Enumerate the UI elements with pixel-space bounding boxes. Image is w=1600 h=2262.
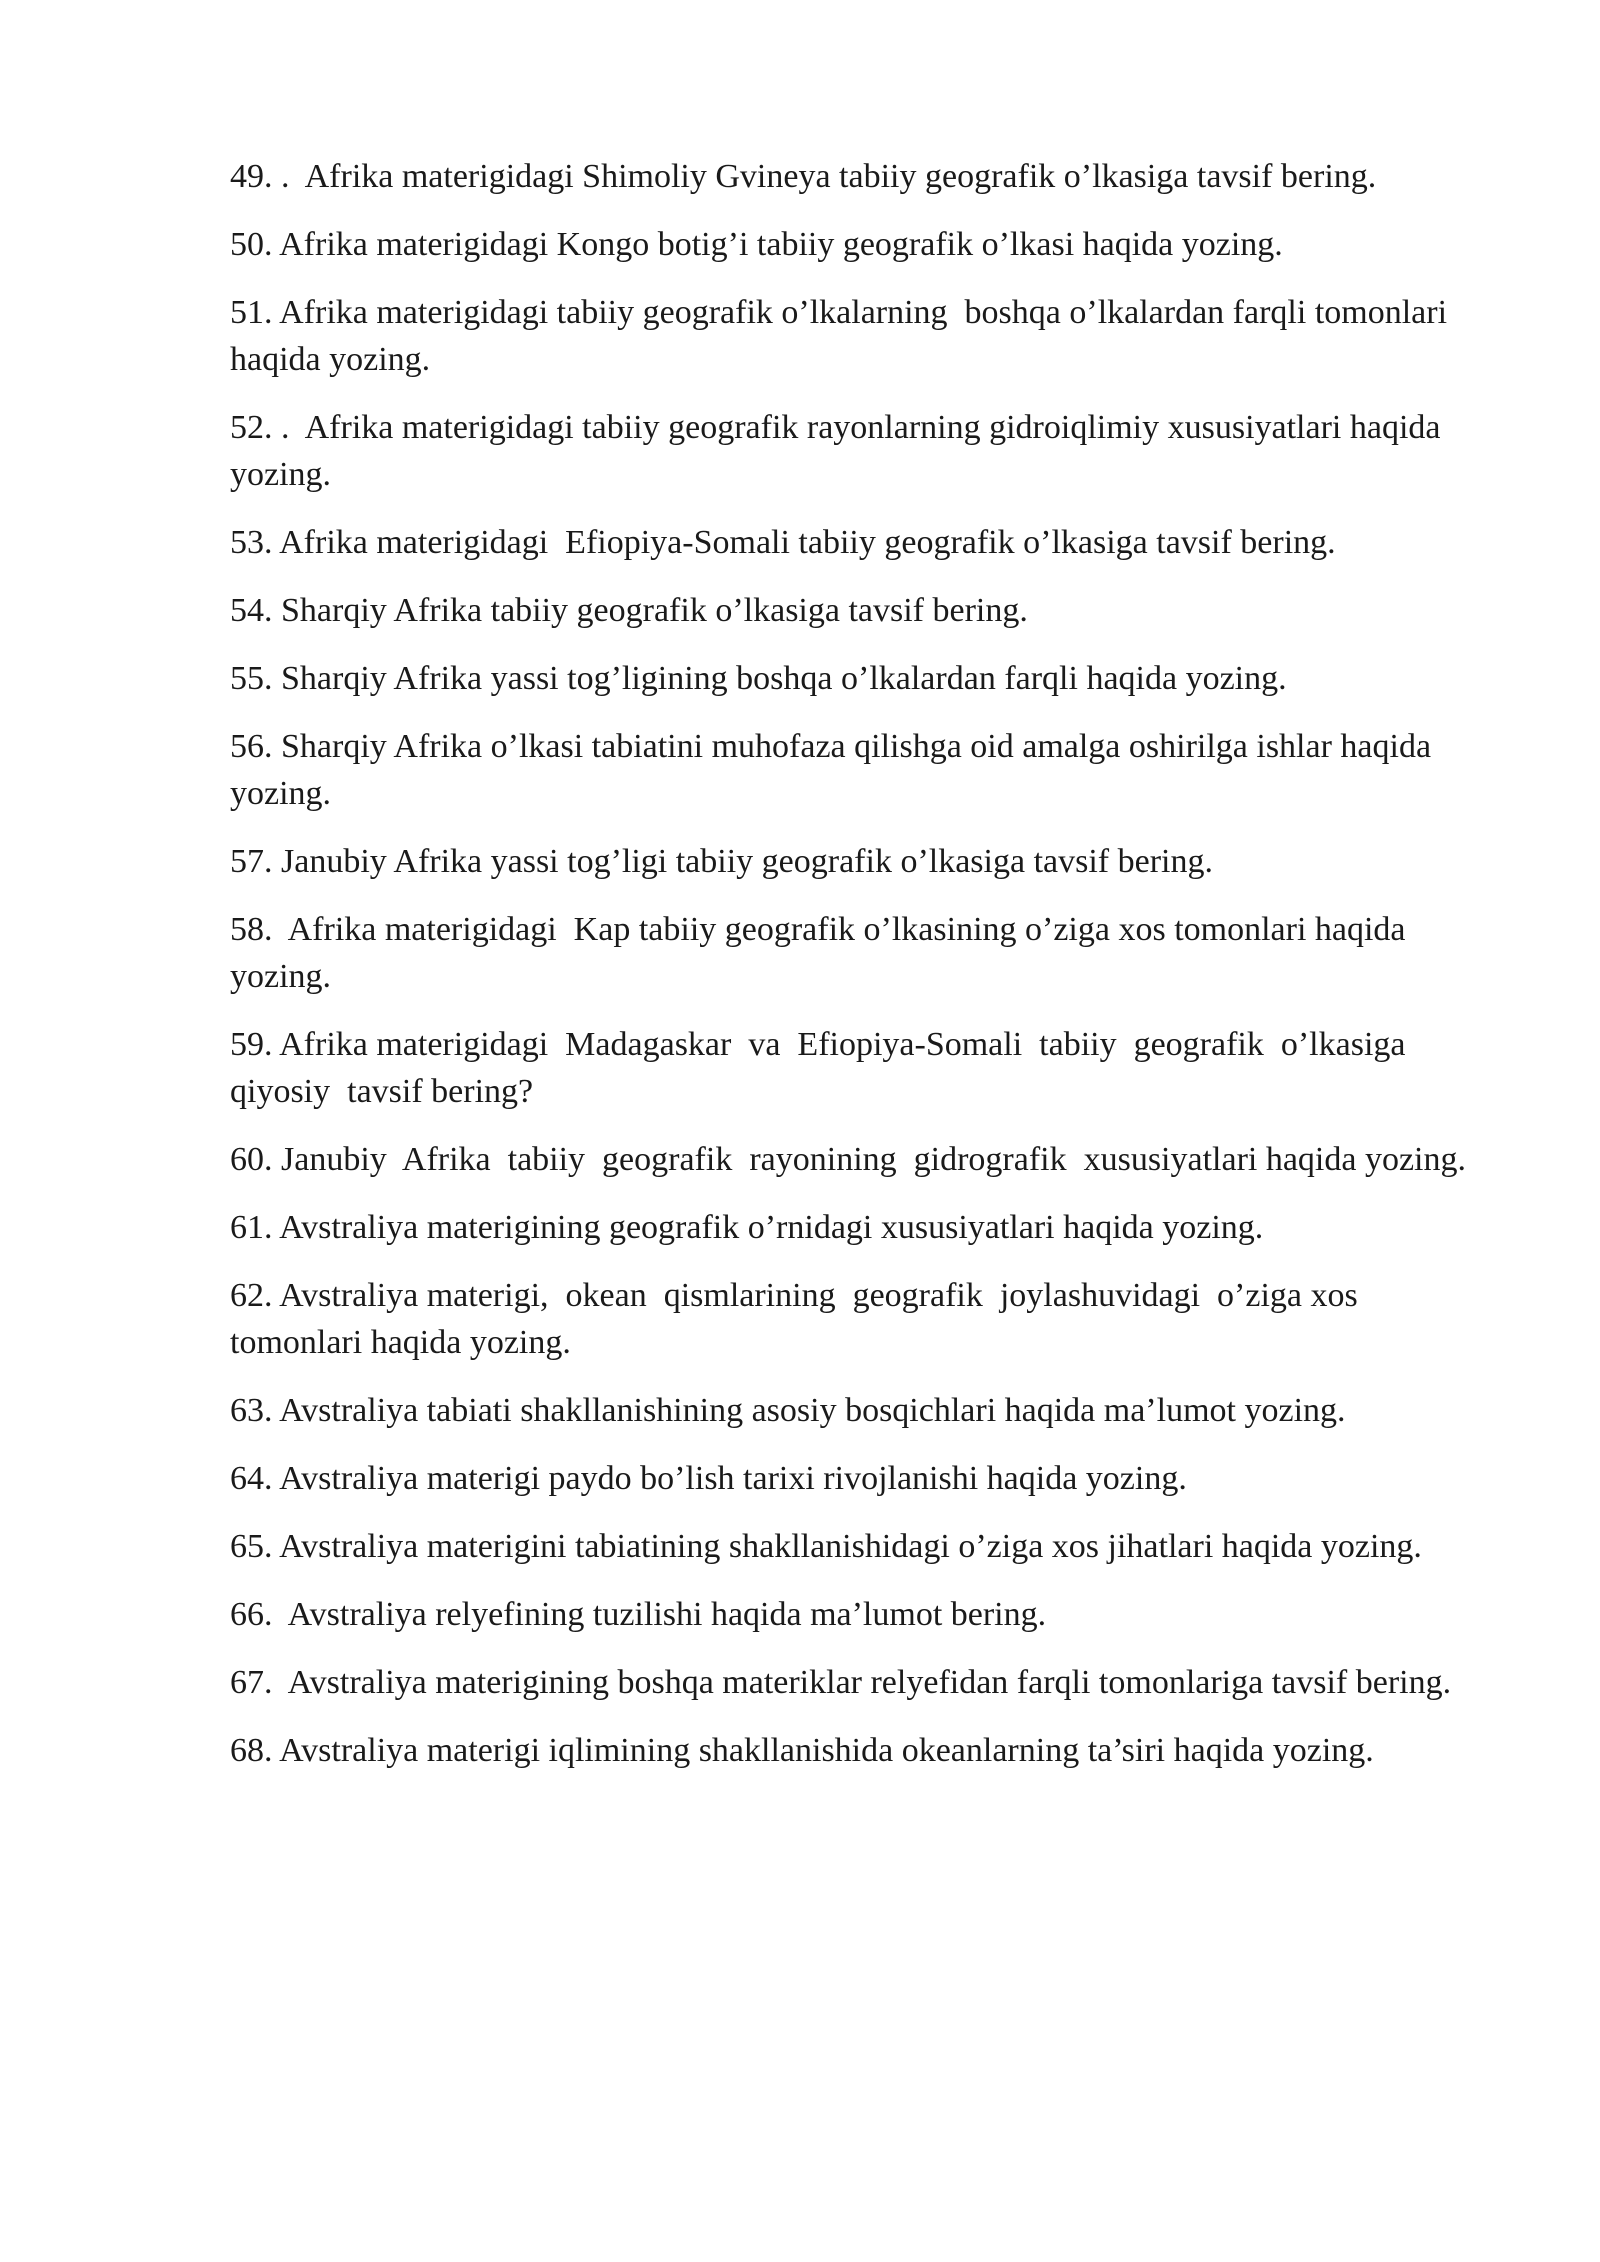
question-list [230, 153, 1490, 1795]
question-62: 62. Avstraliya materigi, okean qismlarining geografik joylashuvidagi o’ziga xos tomonlari haqida yozing. [230, 1277, 1367, 1361]
question-58: 58. Afrika materigidagi Kap tabiiy geografik o’lkasining o’ziga xos tomonlari haqida yozing. [230, 911, 1415, 995]
question-55: 55. Sharqiy Afrika yassi tog’ligining boshqa o’lkalardan farqli haqida yozing. [230, 660, 1287, 697]
question-63: 63. Avstraliya tabiati shakllanishining asosiy bosqichlari haqida ma’lumot yozing. [230, 1392, 1346, 1429]
question-57: 57. Janubiy Afrika yassi tog’ligi tabiiy geografik o’lkasiga tavsif bering. [230, 843, 1213, 880]
question-56: 56. Sharqiy Afrika o’lkasi tabiatini muhofaza qilishga oid amalga oshirilga ishlar haqida yozing. [230, 728, 1440, 812]
question-49: 49. . Afrika materigidagi Shimoliy Gvineya tabiiy geografik o’lkasiga tavsif bering. [230, 158, 1377, 195]
question-68: 68. Avstraliya materigi iqlimining shakllanishida okeanlarning ta’siri haqida yozing. [230, 1732, 1374, 1769]
question-60: 60. Janubiy Afrika tabiiy geografik rayonining gidrografik xususiyatlari haqida yozing. [230, 1141, 1467, 1178]
question-66: 66. Avstraliya relyefining tuzilishi haqida ma’lumot bering. [230, 1596, 1047, 1633]
question-50: 50. Afrika materigidagi Kongo botig’i tabiiy geografik o’lkasi haqida yozing. [230, 226, 1283, 263]
question-61: 61. Avstraliya materigining geografik o’rnidagi xususiyatlari haqida yozing. [230, 1209, 1264, 1246]
question-64: 64. Avstraliya materigi paydo bo’lish tarixi rivojlanishi haqida yozing. [230, 1460, 1187, 1497]
question-67: 67. Avstraliya materigining boshqa materiklar relyefidan farqli tomonlariga tavsif bering. [230, 1664, 1452, 1701]
question-54: 54. Sharqiy Afrika tabiiy geografik o’lkasiga tavsif bering. [230, 592, 1028, 629]
question-53: 53. Afrika materigidagi Efiopiya-Somali tabiiy geografik o’lkasiga tavsif bering. [230, 524, 1336, 561]
question-52: 52. . Afrika materigidagi tabiiy geografik rayonlarning gidroiqlimiy xususiyatlari haqida yozing. [230, 409, 1449, 493]
question-59: 59. Afrika materigidagi Madagaskar va Efiopiya-Somali tabiiy geografik o’lkasiga qiyosiy tavsif bering? [230, 1026, 1423, 1110]
question-65: 65. Avstraliya materigini tabiatining shakllanishidagi o’ziga xos jihatlari haqida yozing. [230, 1528, 1422, 1565]
question-51: 51. Afrika materigidagi tabiiy geografik o’lkalarning boshqa o’lkalardan farqli tomonlari haqida yozing. [230, 294, 1456, 378]
